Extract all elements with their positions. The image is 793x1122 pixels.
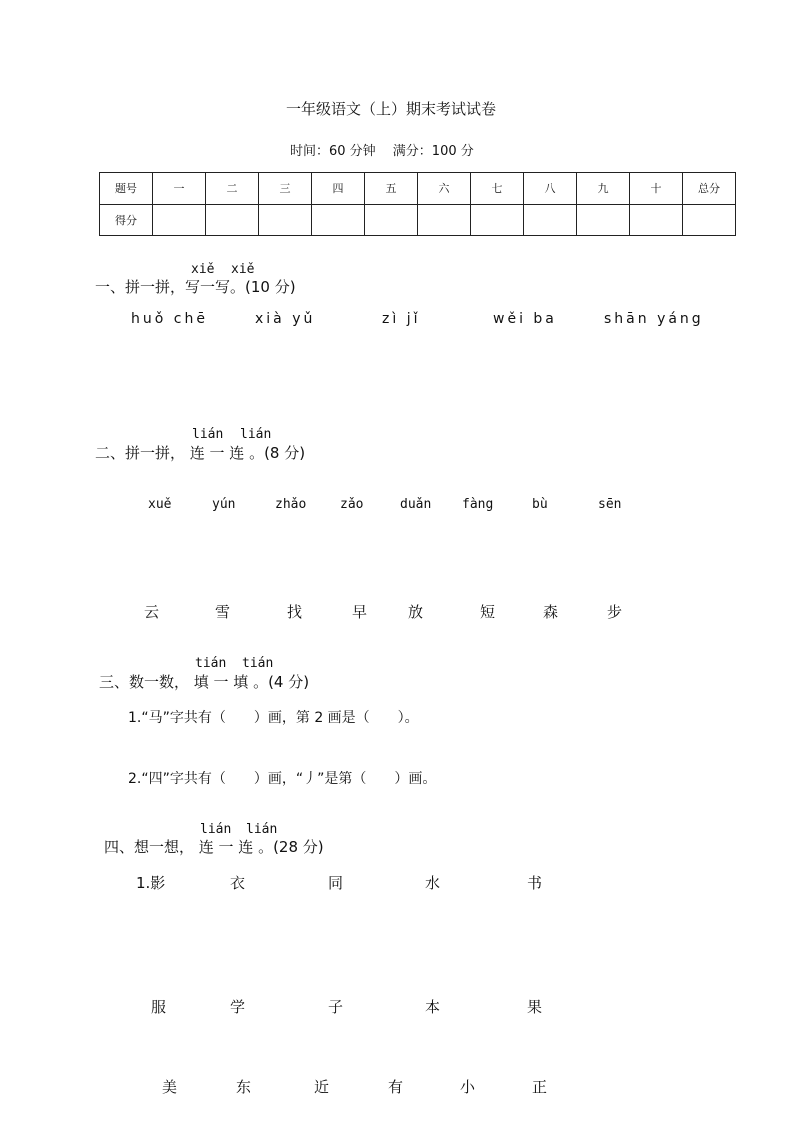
q3-heading: 三、数一数， 填 一 填 。(4 分) [99,673,310,691]
ruby-1: tián [195,656,227,671]
pinyin-item: xuě [148,497,172,512]
char-item: 找 [287,603,303,621]
score-cell [206,204,259,236]
q3-item-1: 1.“马”字共有（ ）画，第 2 画是（ ）。 [128,710,419,726]
ruby-1: xiě [191,262,215,277]
char-item: 步 [607,603,623,621]
score-header: 五 [365,173,418,205]
char-item: 短 [480,603,496,621]
char-item: 云 [144,603,160,621]
q2-heading: 二、拼一拼， 连 一 连 。(8 分) [95,444,306,462]
char-item: 东 [236,1078,252,1096]
score-header: 一 [153,173,206,205]
pinyin-item: shān yáng [604,311,704,327]
score-header: 六 [418,173,471,205]
score-table [99,172,736,236]
score-header: 二 [206,173,259,205]
subtitle: 时间：60 分钟 满分：100 分 [290,144,474,159]
char-item: 书 [527,874,543,892]
char-item: 本 [425,998,441,1016]
page-title: 一年级语文（上）期末考试试卷 [286,100,497,118]
char-item: 正 [532,1078,548,1096]
char-item: 放 [408,603,424,621]
ruby-2: tián [242,656,274,671]
pinyin-item: zì jǐ [382,311,421,327]
score-cell [577,204,630,236]
pinyin-item: duǎn [400,497,432,512]
score-row-label: 得分 [100,204,153,236]
ruby-2: lián [240,427,272,442]
score-header: 七 [471,173,524,205]
pinyin-item: fàng [462,497,494,512]
char-item: 服 [151,998,167,1016]
pinyin-item: zhǎo [275,497,307,512]
pinyin-item: xià yǔ [255,311,316,327]
char-item: 学 [230,998,246,1016]
score-cell [471,204,524,236]
q1-heading: 一、拼一拼，写一写。(10 分) [95,278,296,296]
score-cell [153,204,206,236]
q4-heading: 四、想一想， 连 一 连 。(28 分) [104,838,324,856]
char-item: 美 [162,1078,178,1096]
score-cell [630,204,683,236]
char-item: 子 [328,998,344,1016]
pinyin-item: bù [532,497,548,512]
score-cell [365,204,418,236]
score-header: 八 [524,173,577,205]
pinyin-item: zǎo [340,497,364,512]
q3-item-2: 2.“四”字共有（ ）画，“丿”是第（ ）画。 [128,771,437,787]
score-header: 四 [312,173,365,205]
ruby-2: lián [246,822,278,837]
score-cell [683,204,736,236]
ruby-1: lián [192,427,224,442]
score-header: 十 [630,173,683,205]
pinyin-item: yún [212,497,236,512]
char-item: 同 [328,874,344,892]
score-header: 题号 [100,173,153,205]
pinyin-item: wěi ba [493,311,557,327]
char-item: 1.影 [136,874,166,892]
char-item: 水 [425,874,441,892]
score-cell [312,204,365,236]
char-item: 果 [527,998,543,1016]
char-item: 近 [314,1078,330,1096]
pinyin-item: sēn [598,497,622,512]
char-item: 有 [388,1078,404,1096]
ruby-2: xiě [231,262,255,277]
score-header: 九 [577,173,630,205]
score-cell [259,204,312,236]
char-item: 衣 [230,874,246,892]
char-item: 森 [543,603,559,621]
pinyin-item: huǒ chē [131,311,208,327]
score-cell [418,204,471,236]
char-item: 早 [352,603,368,621]
score-header: 三 [259,173,312,205]
ruby-1: lián [200,822,232,837]
char-item: 雪 [215,603,231,621]
score-cell [524,204,577,236]
score-header: 总分 [683,173,736,205]
char-item: 小 [460,1078,476,1096]
